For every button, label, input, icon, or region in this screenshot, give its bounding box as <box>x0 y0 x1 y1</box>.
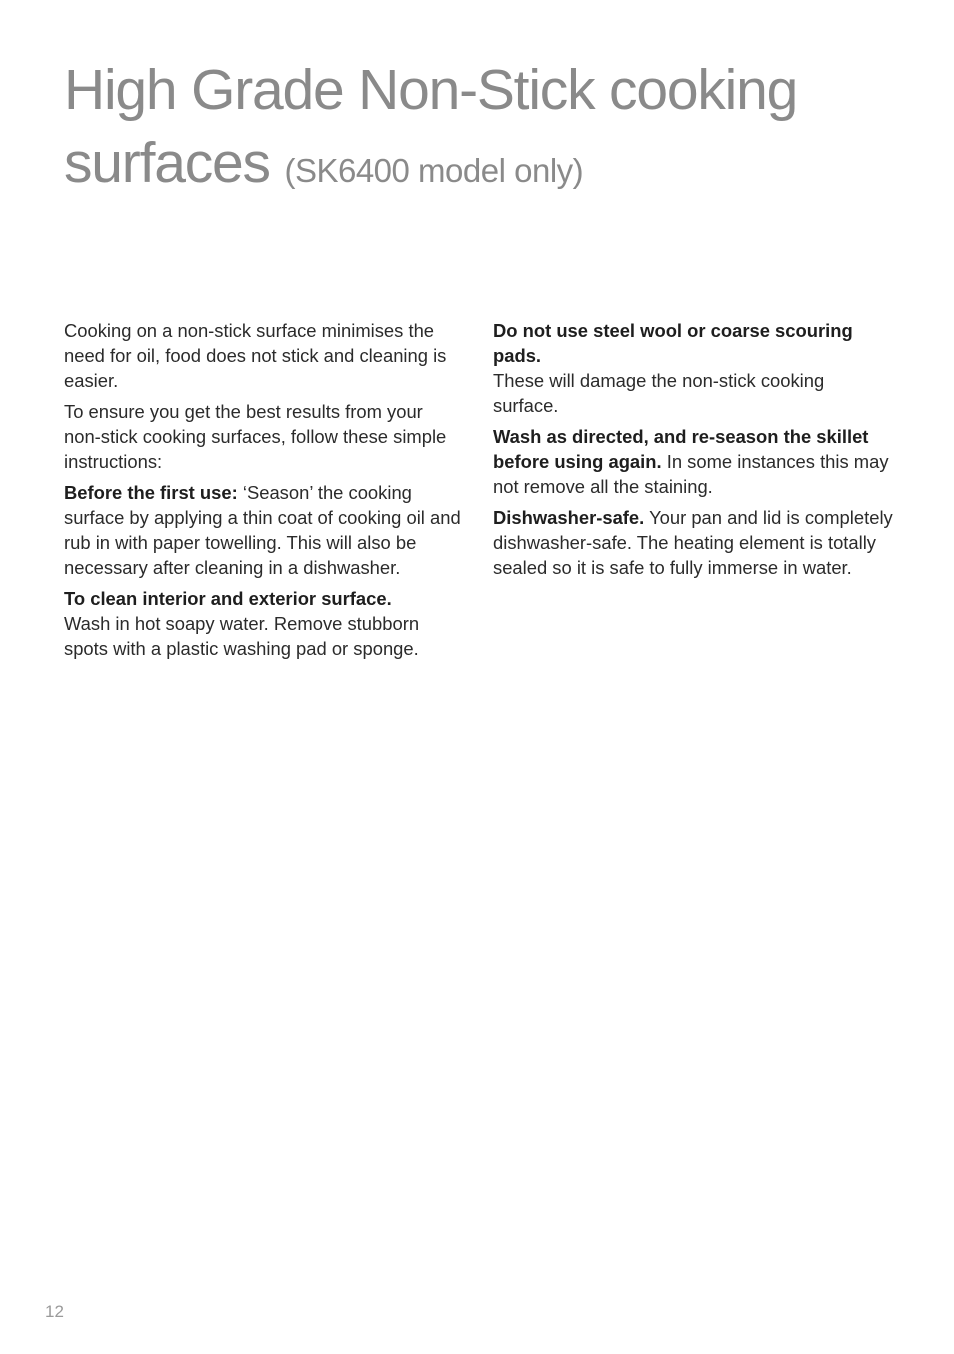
title-line-1: High Grade Non-Stick cooking <box>64 58 798 122</box>
right-column <box>493 318 893 586</box>
no-steel-wool-paragraph <box>493 318 893 418</box>
clean-surface-heading: To clean interior and exterior surface. <box>64 588 392 609</box>
before-first-use-paragraph <box>64 480 464 580</box>
re-season-text: In some instances this may not remove all the staining. <box>493 451 889 497</box>
no-steel-wool-heading: Do not use steel wool or coarse scouring pads. <box>493 320 853 366</box>
re-season-heading: Wash as directed, and re-season the skillet before using again. <box>493 426 869 472</box>
before-first-use-heading: Before the first use: <box>64 482 238 503</box>
re-season-paragraph <box>493 424 893 499</box>
dishwasher-safe-text: Your pan and lid is completely dishwasher-safe. The heating element is totally sealed so it is safe to fully immerse in water. <box>493 507 893 578</box>
title-model-note: (SK6400 model only) <box>284 152 584 189</box>
intro-paragraph: Cooking on a non-stick surface minimises the need for oil, food does not stick and cleaning is easier. <box>64 320 447 391</box>
clean-surface-text: Wash in hot soapy water. Remove stubborn spots with a plastic washing pad or sponge. <box>64 613 420 659</box>
title-main: surfaces <box>64 131 270 195</box>
clean-surface-paragraph <box>64 586 464 661</box>
title-line-2 <box>64 127 904 207</box>
page-title <box>64 54 904 207</box>
page-number: 12 <box>45 1302 64 1321</box>
instructions-intro-paragraph: To ensure you get the best results from your non-stick cooking surfaces, follow these simple instructions: <box>64 401 447 472</box>
before-first-use-text: ‘Season’ the cooking surface by applying a thin coat of cooking oil and rub in with paper towelling. This will also be necessary after cleaning in a dishwasher. <box>64 482 461 578</box>
dishwasher-safe-heading: Dishwasher-safe. <box>493 507 645 528</box>
left-column <box>64 318 464 667</box>
dishwasher-safe-paragraph <box>493 505 893 580</box>
no-steel-wool-text: These will damage the non-stick cooking surface. <box>493 370 825 416</box>
